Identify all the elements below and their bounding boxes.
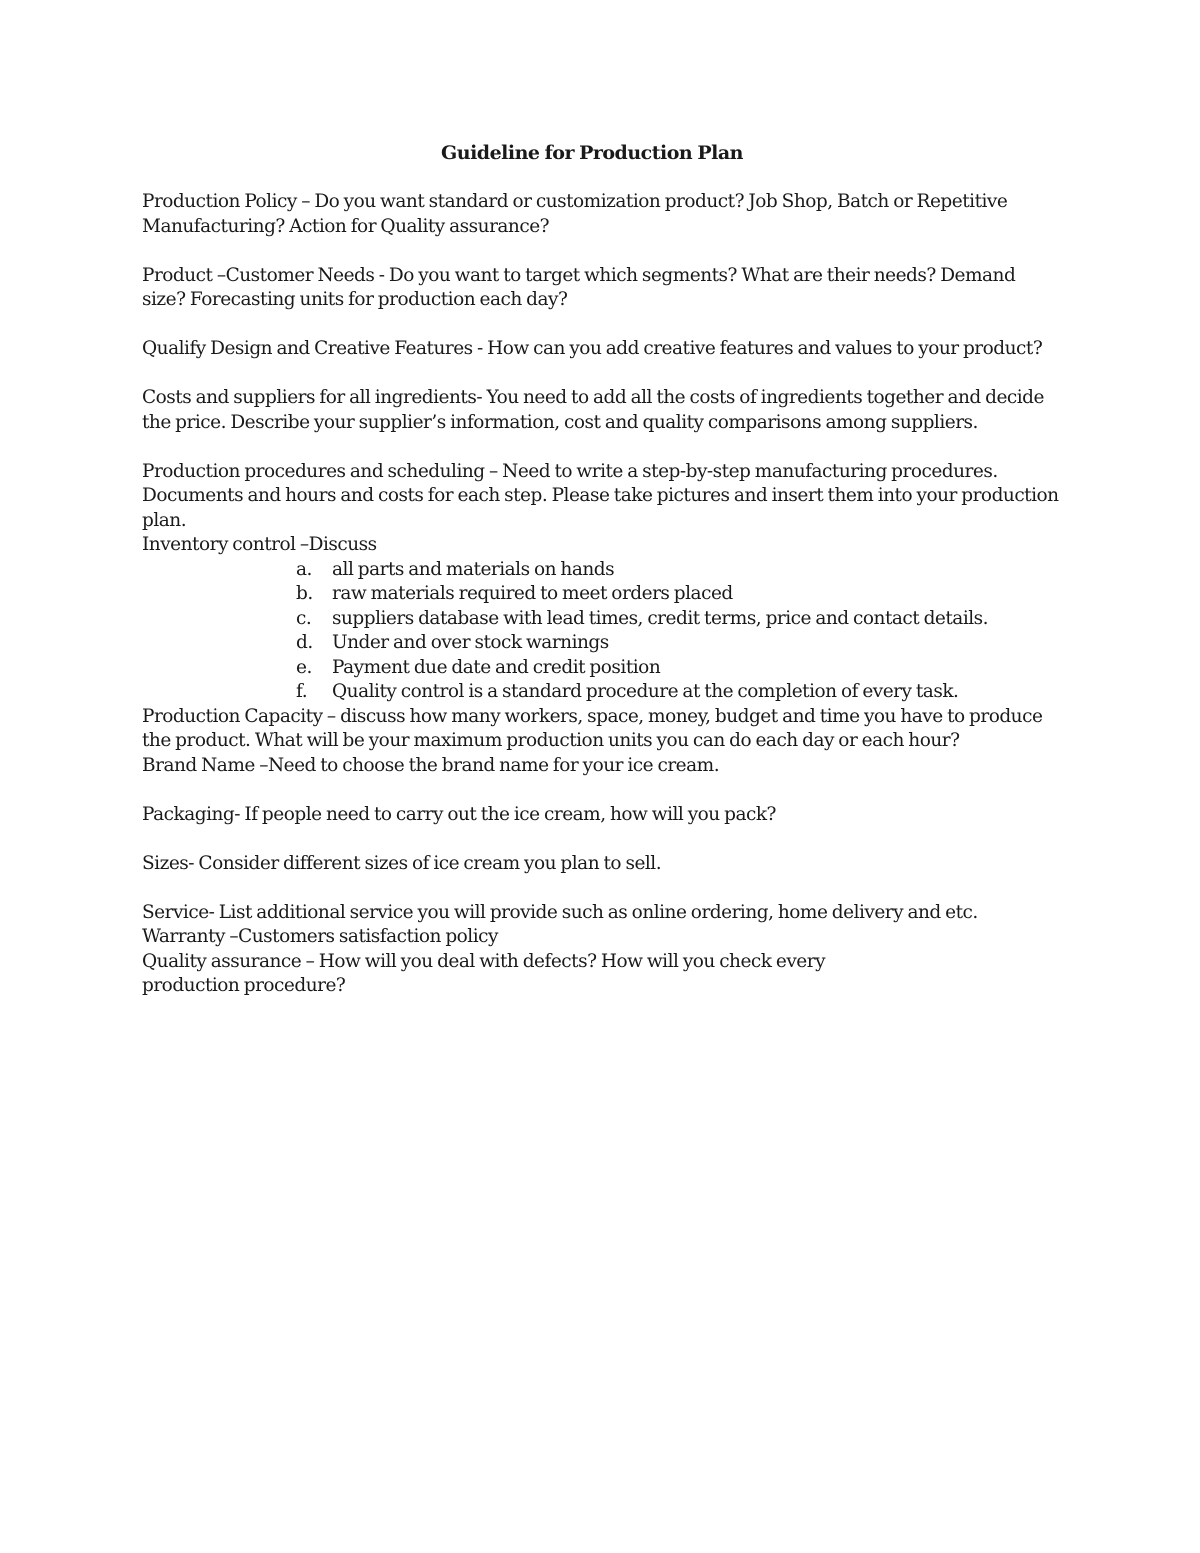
document-title: Guideline for Production Plan	[441, 142, 743, 164]
list-item	[142, 656, 1062, 681]
paragraph-packaging: Packaging- If people need to carry out the ice cream, how will you pack?	[142, 803, 776, 825]
list-marker: f.	[296, 681, 308, 702]
paragraph-costs-suppliers: Costs and suppliers for all ingredients- You need to add all the costs of ingredients together and decide the price. Describe your supplier’s information, cost and quality comparisons among suppliers.	[142, 387, 1044, 433]
list-marker: b.	[296, 583, 313, 604]
list-marker: a.	[296, 558, 312, 580]
document-body	[142, 140, 1062, 999]
list-marker: d.	[296, 632, 313, 653]
inventory-list	[142, 558, 1062, 705]
paragraph-warranty: Warranty –Customers satisfaction policy	[142, 926, 498, 947]
list-marker: e.	[296, 656, 312, 678]
list-item-text: raw materials required to meet orders placed	[332, 583, 733, 604]
list-item-text: Under and over stock warnings	[332, 632, 609, 653]
list-item-text: suppliers database with lead times, credit terms, price and contact details.	[332, 607, 989, 629]
list-marker: c.	[296, 607, 312, 629]
list-item-text: Payment due date and credit position	[332, 656, 661, 678]
list-item-text: all parts and materials on hands	[332, 558, 615, 580]
list-item	[142, 582, 1062, 607]
paragraph-production-capacity: Production Capacity – discuss how many workers, space, money, budget and time you have to produce the product. What will be your maximum production units you can do each day or each hour?	[142, 705, 1043, 751]
paragraph-quality-assurance: Quality assurance – How will you deal with defects? How will you check every production procedure?	[142, 950, 826, 996]
paragraph-production-procedures: Production procedures and scheduling – Need to write a step-by-step manufacturing procedures. Documents and hours and costs for each step. Please take pictures and insert them into your production plan.	[142, 460, 1059, 531]
paragraph-service: Service- List additional service you will provide such as online ordering, home delivery and etc.	[142, 901, 978, 923]
paragraph-inventory-control: Inventory control –Discuss	[142, 534, 377, 555]
paragraph-qualify-design: Qualify Design and Creative Features - How can you add creative features and values to your product?	[142, 338, 1043, 359]
paragraph-brand-name: Brand Name –Need to choose the brand name for your ice cream.	[142, 754, 720, 776]
paragraph-product-customer-needs: Product –Customer Needs - Do you want to target which segments? What are their needs? Demand size? Forecasting units for production each day?	[142, 264, 1016, 310]
list-item	[142, 631, 1062, 656]
paragraph-production-policy: Production Policy – Do you want standard or customization product? Job Shop, Batch or Repetitive Manufacturing? Action for Quality assurance?	[142, 191, 1008, 237]
list-item	[142, 558, 1062, 583]
list-item	[142, 607, 1062, 632]
paragraph-sizes: Sizes- Consider different sizes of ice cream you plan to sell.	[142, 852, 662, 874]
list-item-text: Quality control is a standard procedure at the completion of every task.	[332, 681, 959, 702]
list-item	[142, 680, 1062, 705]
